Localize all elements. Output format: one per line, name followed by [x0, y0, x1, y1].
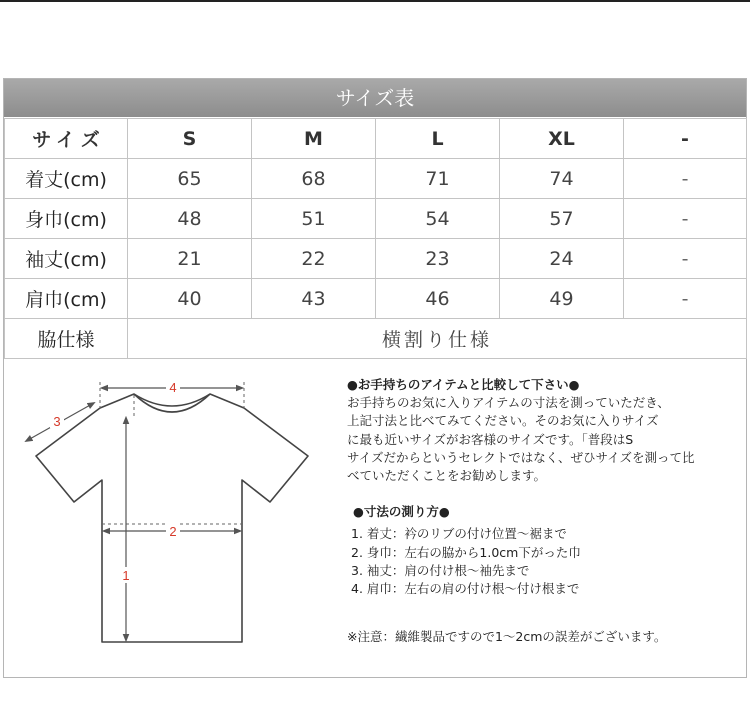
table-cell: 23 — [376, 239, 500, 279]
table-row — [5, 239, 747, 279]
tshirt-outline — [36, 394, 308, 642]
size-chart-title: サイズ表 — [4, 79, 746, 117]
header-label: サイズ — [5, 119, 128, 159]
list-item: 4. 肩巾：左右の肩の付け根～付け根まで — [351, 581, 580, 597]
table-cell: 51 — [252, 199, 376, 239]
table-row — [5, 279, 747, 319]
measure-heading: ●寸法の測り方● — [353, 504, 450, 520]
header-size-s: S — [128, 119, 252, 159]
header-size-extra: - — [624, 119, 747, 159]
size-chart-sheet — [3, 78, 747, 678]
table-cell: - — [624, 159, 747, 199]
tshirt-diagram — [12, 374, 327, 664]
table-cell: 54 — [376, 199, 500, 239]
table-cell: - — [624, 279, 747, 319]
row-label: 着丈(cm) — [5, 159, 128, 199]
table-row — [5, 159, 747, 199]
compare-heading: ●お手持ちのアイテムと比較して下さい● — [347, 377, 580, 392]
side-spec-label: 脇仕様 — [5, 319, 128, 359]
table-cell: 57 — [500, 199, 624, 239]
measurement-notes — [347, 376, 742, 646]
measure-list — [347, 525, 742, 598]
header-size-l: L — [376, 119, 500, 159]
table-cell: - — [624, 199, 747, 239]
list-item: 2. 身巾：左右の脇から1.0cm下がった巾 — [351, 544, 581, 560]
table-cell: 48 — [128, 199, 252, 239]
list-item: 3. 袖丈：肩の付け根～袖先まで — [351, 562, 530, 578]
side-spec-row — [5, 319, 747, 359]
size-header-row — [5, 119, 747, 159]
row-label: 身巾(cm) — [5, 199, 128, 239]
measurement-guide — [4, 358, 746, 678]
marker-4: 4 — [169, 380, 177, 395]
header-size-xl: XL — [500, 119, 624, 159]
side-spec-value: 横割り仕様 — [128, 319, 747, 359]
table-row — [5, 199, 747, 239]
header-size-m: M — [252, 119, 376, 159]
compare-line: べていただくことをお勧めします。 — [347, 468, 547, 484]
table-cell: 49 — [500, 279, 624, 319]
collar-outline — [134, 394, 210, 412]
compare-line: お手持ちのお気に入りアイテムの寸法を測っていただき、 — [347, 395, 670, 411]
table-cell: 22 — [252, 239, 376, 279]
table-cell: 46 — [376, 279, 500, 319]
table-cell: 65 — [128, 159, 252, 199]
caution-note: ※注意：繊維製品ですので1～2cmの誤差がございます。 — [347, 629, 667, 645]
marker-3: 3 — [53, 414, 61, 429]
list-item: 1. 着丈：衿のリブの付け位置～裾まで — [351, 526, 567, 542]
table-cell: 43 — [252, 279, 376, 319]
table-cell: 74 — [500, 159, 624, 199]
table-cell: 24 — [500, 239, 624, 279]
table-cell: 21 — [128, 239, 252, 279]
compare-line: 上記寸法と比べてみてください。そのお気に入りサイズ — [347, 413, 659, 429]
table-cell: 68 — [252, 159, 376, 199]
table-cell: 71 — [376, 159, 500, 199]
row-label: 肩巾(cm) — [5, 279, 128, 319]
table-cell: 40 — [128, 279, 252, 319]
row-label: 袖丈(cm) — [5, 239, 128, 279]
top-border — [0, 0, 750, 2]
size-table — [4, 118, 747, 359]
table-cell: - — [624, 239, 747, 279]
compare-line: サイズだからというセレクトではなく、ぜひサイズを測って比 — [347, 449, 695, 465]
compare-line: に最も近いサイズがお客様のサイズです。「普段はS — [347, 431, 634, 447]
marker-2: 2 — [169, 524, 177, 539]
marker-1: 1 — [122, 568, 130, 583]
